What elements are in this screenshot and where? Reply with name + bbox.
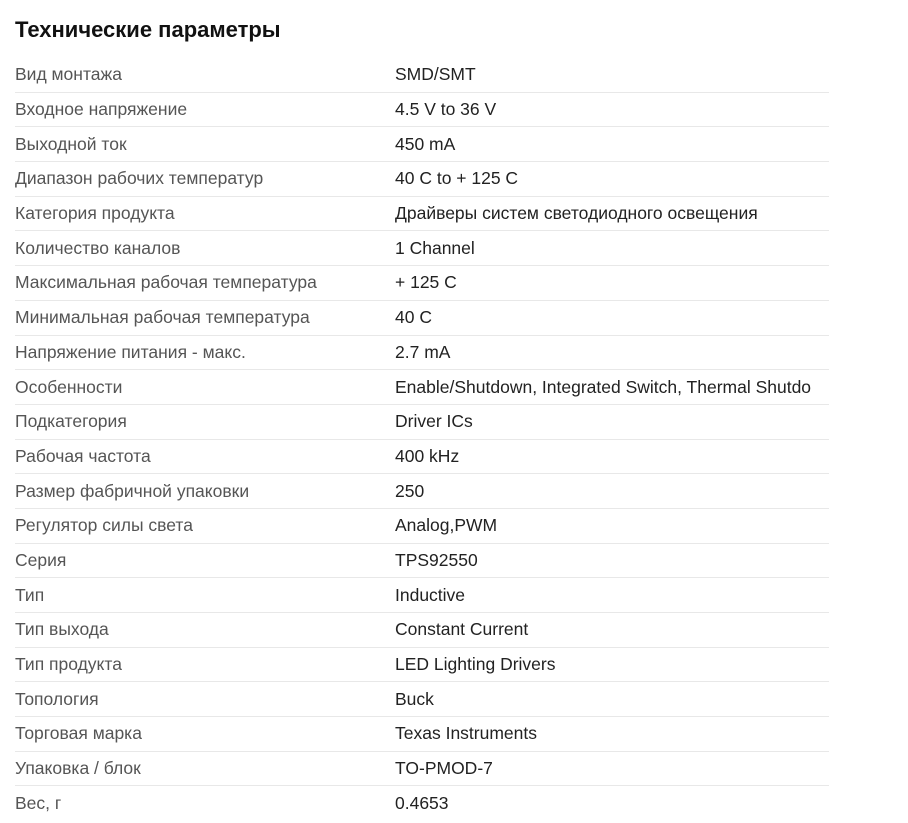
spec-value: 450 mA: [395, 133, 456, 154]
spec-value: 1 Channel: [395, 237, 475, 258]
spec-label: Вес, г: [15, 793, 62, 814]
spec-row: [15, 197, 829, 232]
spec-row: [15, 544, 829, 579]
spec-row: [15, 162, 829, 197]
spec-value: 2.7 mA: [395, 341, 451, 362]
spec-value: Analog,PWM: [395, 515, 498, 536]
spec-label: Рабочая частота: [15, 445, 151, 466]
spec-label: Вид монтажа: [15, 64, 122, 85]
spec-value: 4.5 V to 36 V: [395, 99, 497, 120]
spec-label: Напряжение питания - макс.: [15, 341, 246, 362]
spec-row: [15, 648, 829, 683]
spec-row: [15, 682, 829, 717]
spec-value: 0.4653: [395, 793, 449, 814]
spec-label: Категория продукта: [15, 203, 175, 224]
spec-row: [15, 509, 829, 544]
spec-row: [15, 405, 829, 440]
spec-value: 250: [395, 480, 425, 501]
spec-value: + 125 C: [395, 272, 457, 293]
spec-row: [15, 752, 829, 787]
spec-label: Регулятор силы света: [15, 515, 193, 536]
spec-label: Упаковка / блок: [15, 758, 141, 779]
specs-table: [15, 58, 829, 821]
spec-label: Особенности: [15, 376, 123, 397]
spec-label: Выходной ток: [15, 133, 127, 154]
spec-value: 400 kHz: [395, 445, 460, 466]
spec-row: [15, 474, 829, 509]
spec-row: [15, 786, 829, 821]
spec-label: Количество каналов: [15, 237, 181, 258]
spec-value: SMD/SMT: [395, 64, 476, 85]
spec-value: Inductive: [395, 584, 466, 605]
spec-row: [15, 127, 829, 162]
spec-label: Серия: [15, 549, 67, 570]
spec-value: TO-PMOD-7: [395, 758, 493, 779]
spec-row: [15, 93, 829, 128]
spec-value: Texas Instruments: [395, 723, 537, 744]
spec-value: 40 C to + 125 C: [395, 168, 519, 189]
spec-value: Driver ICs: [395, 411, 473, 432]
spec-label: Диапазон рабочих температур: [15, 168, 264, 189]
spec-label: Торговая марка: [15, 723, 142, 744]
spec-value: Buck: [395, 688, 434, 709]
spec-row: [15, 301, 829, 336]
spec-row: [15, 440, 829, 475]
spec-label: Тип выхода: [15, 619, 109, 640]
spec-label: Подкатегория: [15, 411, 127, 432]
spec-row: [15, 336, 829, 371]
spec-value: 40 C: [395, 307, 432, 328]
spec-row: [15, 717, 829, 752]
spec-value: Enable/Shutdown, Integrated Switch, Thermal Shutdo: [395, 376, 812, 397]
spec-label: Размер фабричной упаковки: [15, 480, 250, 501]
spec-value: Драйверы систем светодиодного освещения: [395, 203, 758, 224]
spec-label: Тип: [15, 584, 45, 605]
spec-label: Топология: [15, 688, 99, 709]
section-title: Технические параметры: [15, 17, 281, 42]
spec-value: TPS92550: [395, 549, 478, 570]
spec-label: Входное напряжение: [15, 99, 188, 120]
spec-label: Максимальная рабочая температура: [15, 272, 317, 293]
spec-value: Constant Current: [395, 619, 529, 640]
spec-row: [15, 370, 829, 405]
spec-label: Тип продукта: [15, 654, 122, 675]
spec-row: [15, 231, 829, 266]
spec-row: [15, 58, 829, 93]
spec-label: Минимальная рабочая температура: [15, 307, 310, 328]
spec-row: [15, 613, 829, 648]
spec-row: [15, 578, 829, 613]
spec-value: LED Lighting Drivers: [395, 654, 556, 675]
spec-row: [15, 266, 829, 301]
